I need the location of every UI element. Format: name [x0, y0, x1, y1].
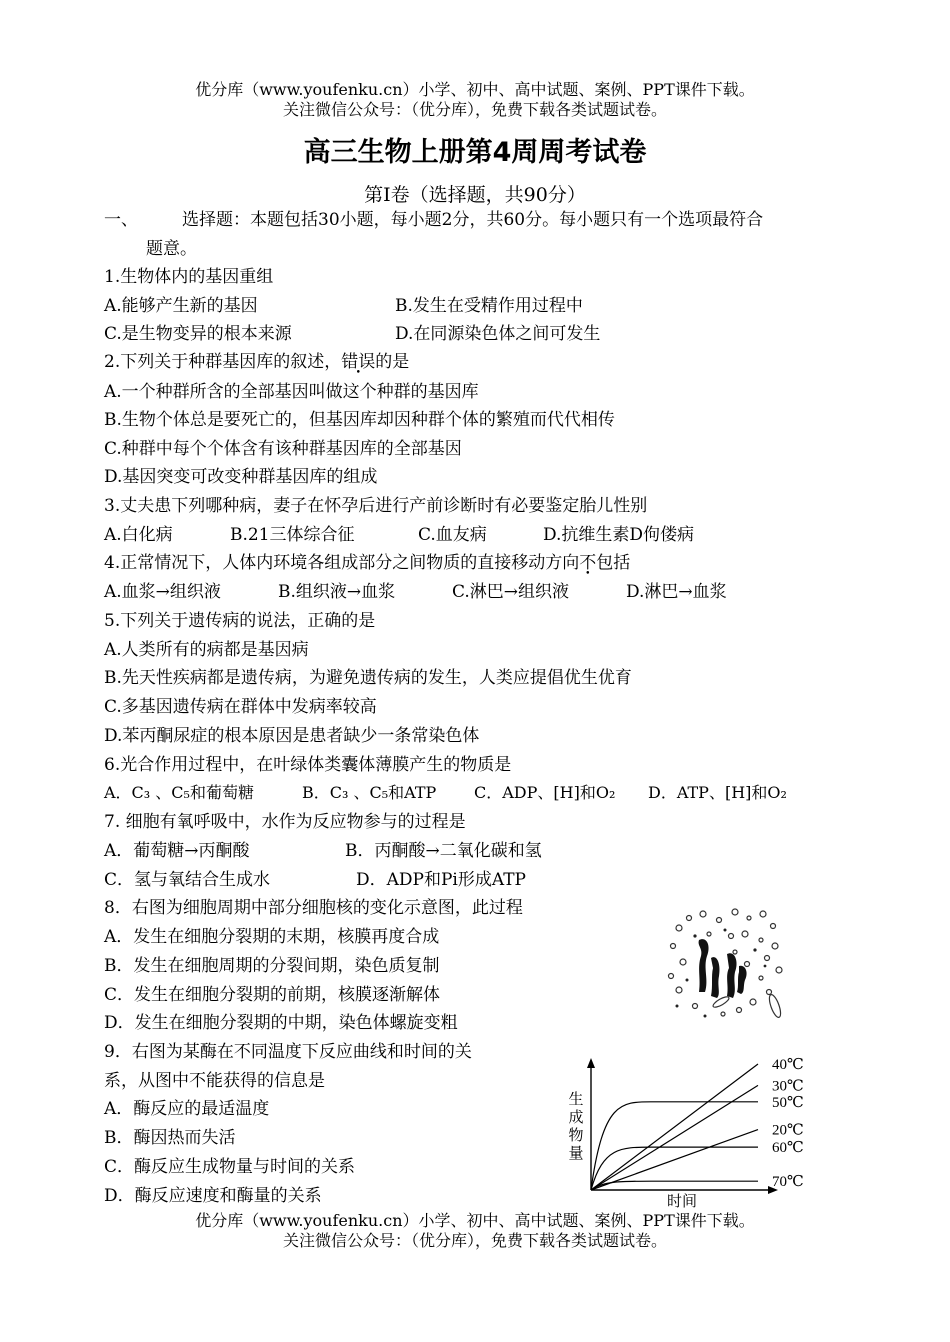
header-line-1: 优分库（www.youfenku.cn）小学、初中、高中试题、案例、PPT课件下载。 [195, 80, 755, 99]
q8-option-d: D．发生在细胞分裂期的中期，染色体螺旋变粗 [104, 1013, 458, 1033]
q3-option-b: B.21三体综合征 [230, 525, 355, 545]
q2-option-d: D.基因突变可改变种群基因库的组成 [104, 467, 378, 487]
q2-option-c: C.种群中每个个体含有该种群基因库的全部基因 [104, 439, 462, 459]
q7-option-c: C．氢与氧结合生成水 [104, 870, 271, 890]
series-label-3: 20℃ [772, 1122, 804, 1139]
header-line-2: 关注微信公众号：（优分库），免费下载各类试题试卷。 [282, 100, 667, 119]
q5-option-b: B.先天性疾病都是遗传病，为避免遗传病的发生，人类应提倡优生优育 [104, 668, 632, 688]
q8-option-c: C．发生在细胞分裂期的前期，核膜逐渐解体 [104, 985, 441, 1005]
q2-stem: 2.下列关于种群基因库的叙述，错误的是 [104, 352, 410, 372]
q9-option-c: C．酶反应生成物量与时间的关系 [104, 1157, 356, 1177]
q7-option-b: B．丙酮酸→二氧化碳和氢 [345, 841, 542, 861]
emphasis-mark: 不 [579, 553, 597, 573]
page-title: 高三生物上册第4周周考试卷 [303, 137, 647, 168]
y-axis-arrow-icon [587, 1058, 595, 1068]
q6-option-c: C．ADP、[H]和O₂ [474, 783, 616, 802]
y-axis-label [568, 1090, 583, 1162]
q6-option-b: B．C₃ 、C₅和ATP [302, 783, 437, 802]
q9-stem: 9．右图为某酶在不同温度下反应曲线和时间的关 [104, 1042, 472, 1062]
y-axis-label-char: 成 [568, 1108, 584, 1126]
series-line-0 [591, 1064, 758, 1190]
section-instruction: 选择题：本题包括30小题，每小题2分，共60分。每小题只有一个选项最符合 [182, 210, 764, 230]
q4-option-c: C.淋巴→组织液 [452, 582, 570, 602]
series-label-5: 70℃ [772, 1174, 804, 1191]
footer-line-2: 关注微信公众号：（优分库），免费下载各类试题试卷。 [282, 1231, 667, 1250]
series-line-1 [591, 1085, 758, 1190]
footer-line-1: 优分库（www.youfenku.cn）小学、初中、高中试题、案例、PPT课件下载。 [195, 1211, 755, 1230]
series-label-1: 30℃ [772, 1078, 804, 1095]
q6-stem: 6.光合作用过程中，在叶绿体类囊体薄膜产生的物质是 [104, 755, 512, 775]
q3-option-a: A.白化病 [104, 525, 173, 545]
q3-option-d: D.抗维生素D佝偻病 [543, 525, 695, 545]
q8-option-b: B．发生在细胞周期的分裂间期，染色质复制 [104, 956, 440, 976]
q1-option-c: C.是生物变异的根本来源 [104, 324, 292, 344]
x-axis-label: 时间 [666, 1192, 698, 1208]
series-label-0: 40℃ [772, 1057, 804, 1073]
series-label-4: 60℃ [772, 1140, 804, 1157]
q2-option-b: B.生物个体总是要死亡的，但基因库却因种群个体的繁殖而代代相传 [104, 410, 615, 430]
q4-option-d: D.淋巴→血浆 [626, 582, 727, 602]
q5-option-c: C.多基因遗传病在群体中发病率较高 [104, 697, 377, 717]
series-line-5 [591, 1181, 758, 1190]
q7-stem: 7. 细胞有氧呼吸中，水作为反应物参与的过程是 [104, 812, 466, 832]
q2-option-a: A.一个种群所含的全部基因叫做这个种群的基因库 [104, 382, 479, 402]
q4-option-a: A.血浆→组织液 [104, 582, 221, 602]
emphasis-mark: 错误 [341, 352, 376, 372]
q5-option-a: A.人类所有的病都是基因病 [104, 640, 309, 660]
y-axis-label-char: 量 [568, 1144, 584, 1162]
y-axis-label-char: 生 [568, 1090, 584, 1108]
q1-stem: 1.生物体内的基因重组 [104, 267, 274, 287]
q1-option-b: B.发生在受精作用过程中 [395, 296, 583, 316]
q3-stem: 3.丈夫患下列哪种病，妻子在怀孕后进行产前诊断时有必要鉴定胎儿性别 [104, 496, 648, 516]
q1-option-a: A.能够产生新的基因 [104, 296, 258, 316]
q6-option-a: A．C₃ 、C₅和葡萄糖 [104, 783, 254, 802]
q4-stem: 4.正常情况下，人体内环境各组成部分之间物质的直接移动方向不包括 [104, 553, 631, 573]
q9-option-b: B．酶因热而失活 [104, 1128, 236, 1148]
q7-option-a: A．葡萄糖→丙酮酸 [104, 841, 250, 861]
q4-option-b: B.组织液→血浆 [278, 582, 396, 602]
series-label-2: 50℃ [772, 1094, 804, 1111]
q6-option-d: D．ATP、[H]和O₂ [648, 783, 787, 802]
q5-stem: 5.下列关于遗传病的说法，正确的是 [104, 611, 376, 631]
q9-option-d: D．酶反应速度和酶量的关系 [104, 1186, 322, 1206]
section-instruction-cont: 题意。 [146, 239, 197, 259]
q7-option-d: D．ADP和Pi形成ATP [356, 870, 526, 890]
section-number: 一、 [104, 210, 138, 230]
q1-option-d: D.在同源染色体之间可发生 [395, 324, 601, 344]
cell-nucleus-figure [665, 906, 790, 1026]
q8-option-a: A．发生在细胞分裂期的末期，核膜再度合成 [104, 927, 440, 947]
q5-option-d: D.苯丙酮尿症的根本原因是患者缺少一条常染色体 [104, 726, 480, 746]
q9-option-a: A．酶反应的最适温度 [104, 1099, 270, 1119]
q9-stem-cont: 系，从图中不能获得的信息是 [104, 1071, 325, 1091]
series-line-2 [591, 1102, 758, 1190]
q3-option-c: C.血友病 [418, 525, 487, 545]
enzyme-temperature-chart [560, 1048, 820, 1208]
page-subtitle: 第Ⅰ卷（选择题，共90分） [364, 184, 586, 206]
series-line-4 [591, 1147, 758, 1190]
y-axis-label-char: 物 [568, 1126, 584, 1144]
q8-stem: 8．右图为细胞周期中部分细胞核的变化示意图，此过程 [104, 898, 523, 918]
